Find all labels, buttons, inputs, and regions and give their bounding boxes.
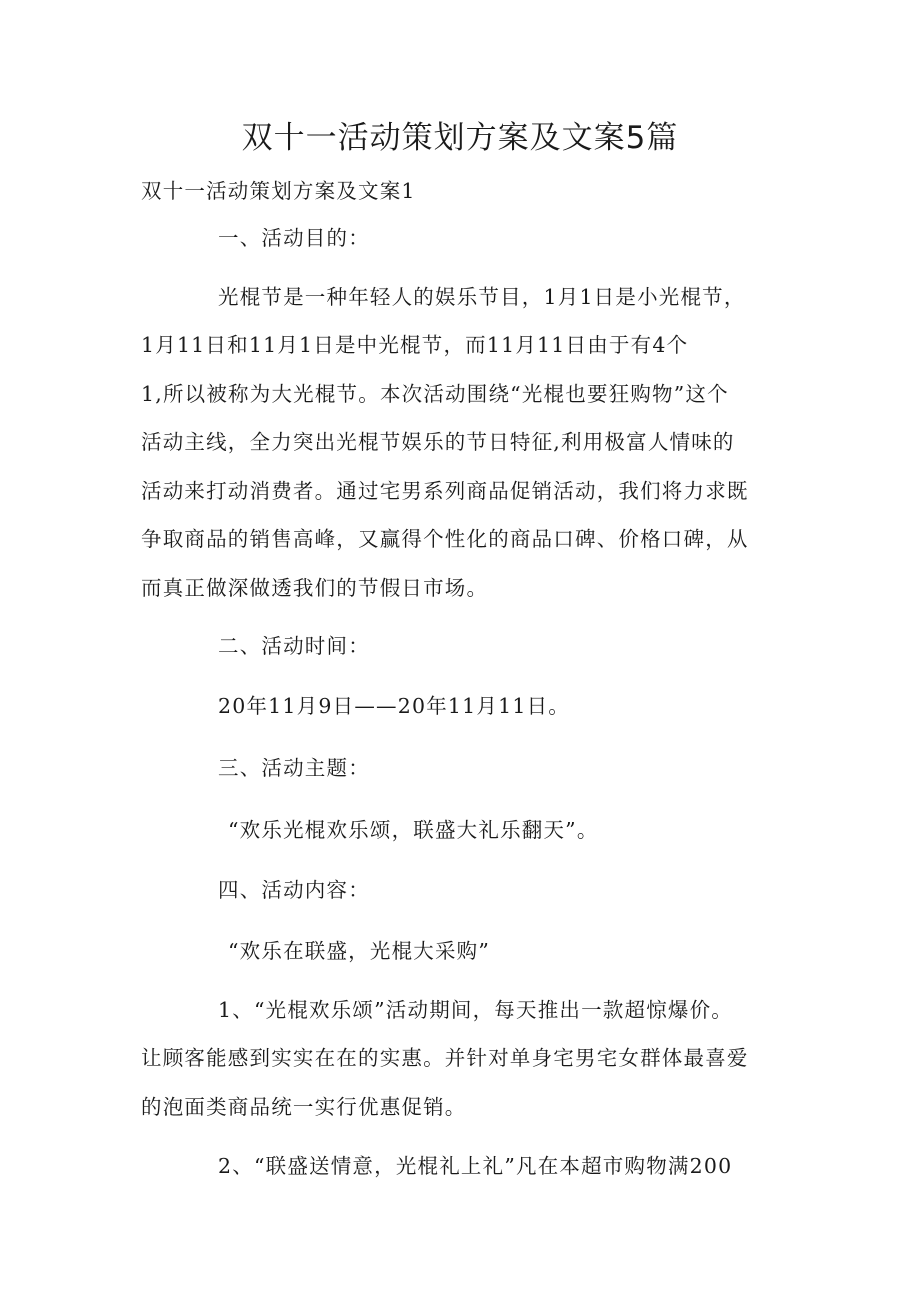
paragraph-line: 光棍节是一种年轻人的娱乐节目，1月1日是小光棍节， bbox=[218, 285, 746, 309]
paragraph-line: 20年11月9日——20年11月11日。 bbox=[218, 694, 570, 718]
paragraph-line: 的泡面类商品统一实行优惠促销。 bbox=[141, 1095, 467, 1119]
paragraph-line: 1,所以被称为大光棍节。本次活动围绕“光棍也要狂购物”这个 bbox=[141, 382, 729, 406]
paragraph-line: 2、“联盛送情意，光棍礼上礼”凡在本超市购物满200 bbox=[218, 1154, 733, 1178]
paragraph-line: 争取商品的销售高峰，又赢得个性化的商品口碑、价格口碑，从 bbox=[141, 527, 749, 551]
paragraph-line: 1月11日和11月1日是中光棍节，而11月11日由于有4个 bbox=[141, 333, 689, 357]
paragraph-line: “欢乐光棍欢乐颂，联盛大礼乐翻天”。 bbox=[228, 818, 599, 842]
paragraph-line: 而真正做深做透我们的节假日市场。 bbox=[141, 576, 489, 600]
heading-purpose: 一、活动目的： bbox=[218, 226, 370, 250]
paragraph-line: 活动主线，全力突出光棍节娱乐的节日特征,利用极富人情味的 bbox=[141, 430, 735, 454]
paragraph-line: 活动来打动消费者。通过宅男系列商品促销活动，我们将力求既 bbox=[141, 479, 749, 503]
paragraph-line: “欢乐在联盛，光棍大采购” bbox=[228, 939, 491, 963]
heading-time: 二、活动时间： bbox=[218, 634, 370, 658]
document-title: 双十一活动策划方案及文案5篇 bbox=[241, 120, 679, 156]
heading-content: 四、活动内容： bbox=[218, 878, 370, 902]
paragraph-line: 让顾客能感到实实在在的实惠。并针对单身宅男宅女群体最喜爱 bbox=[141, 1046, 749, 1070]
section-subtitle: 双十一活动策划方案及文案1 bbox=[141, 179, 416, 203]
paragraph-line: 1、“光棍欢乐颂”活动期间，每天推出一款超惊爆价。 bbox=[218, 998, 734, 1022]
heading-theme: 三、活动主题： bbox=[218, 756, 370, 780]
